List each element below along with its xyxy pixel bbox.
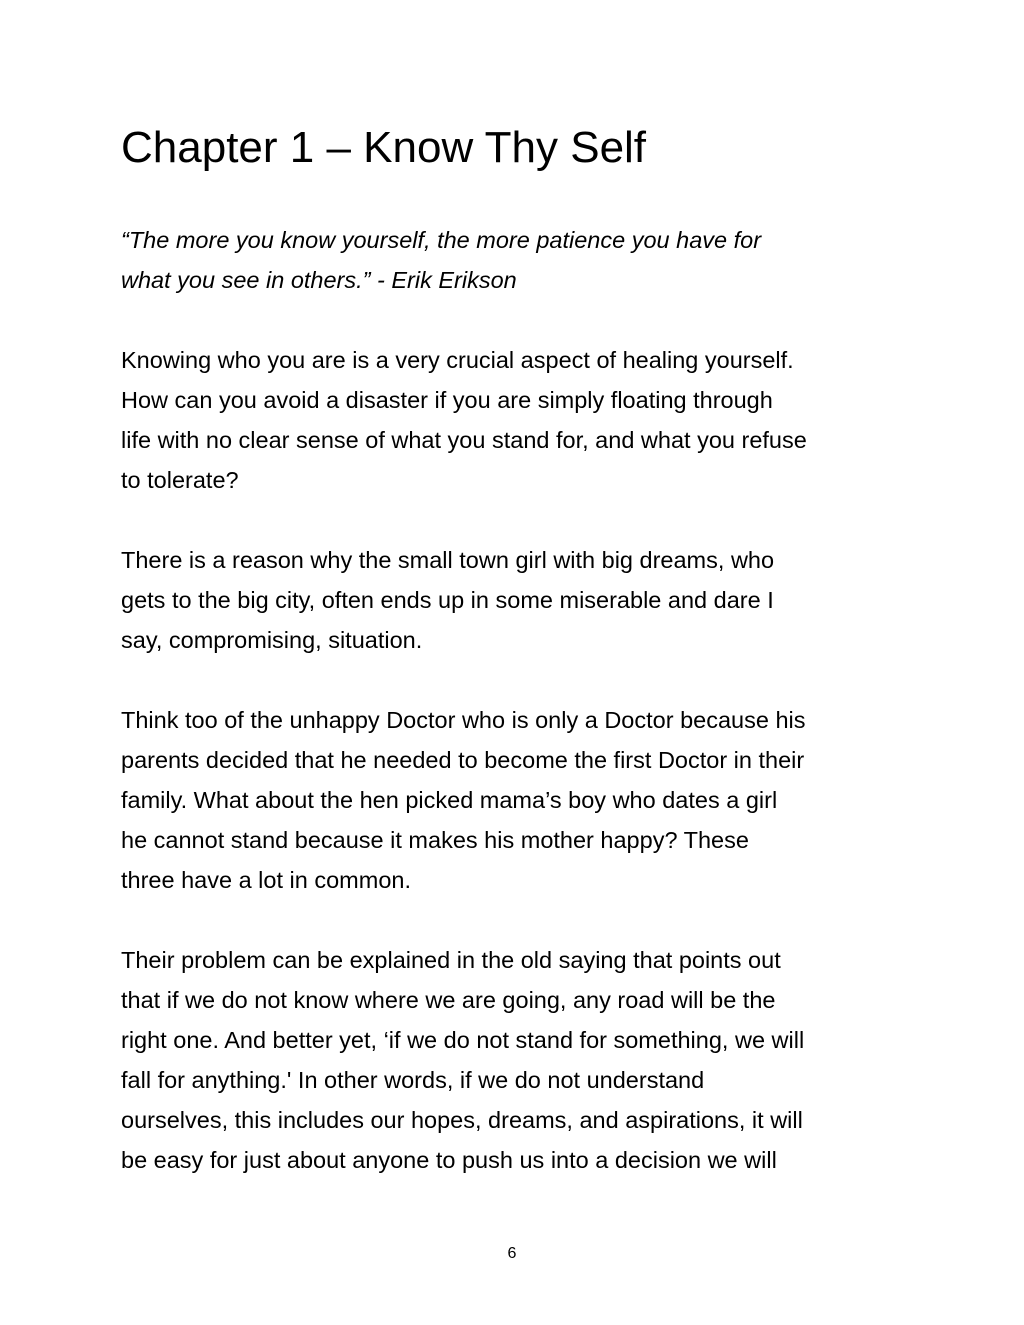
paragraph-line: There is a reason why the small town girl with big dreams, who [121, 547, 775, 573]
paragraph-line: Their problem can be explained in the old saying that points out [121, 947, 781, 973]
paragraph-line: Think too of the unhappy Doctor who is only a Doctor because his [121, 707, 806, 733]
quote-line: “The more you know yourself, the more patience you have for [121, 227, 762, 253]
paragraph-3 [121, 700, 911, 900]
paragraph-line: parents decided that he needed to become the first Doctor in their [121, 747, 805, 773]
paragraph-line: be easy for just about anyone to push us into a decision we will [121, 1147, 777, 1173]
paragraph-line: How can you avoid a disaster if you are simply floating through [121, 387, 773, 413]
paragraph-line: say, compromising, situation. [121, 627, 423, 653]
paragraph-line: family. What about the hen picked mama’s boy who dates a girl [121, 787, 778, 813]
paragraph-line: ourselves, this includes our hopes, dreams, and aspirations, it will [121, 1107, 803, 1133]
page-number: 6 [507, 1245, 517, 1262]
paragraph-line: gets to the big city, often ends up in some miserable and dare I [121, 587, 774, 613]
paragraph-line: right one. And better yet, ‘if we do not stand for something, we will [121, 1027, 805, 1053]
quote-line: what you see in others.” - Erik Erikson [121, 267, 517, 293]
paragraph-line: three have a lot in common. [121, 867, 411, 893]
paragraph-line: Knowing who you are is a very crucial aspect of healing yourself. [121, 347, 794, 373]
paragraph-line: life with no clear sense of what you stand for, and what you refuse [121, 427, 807, 453]
paragraph-line: fall for anything.' In other words, if we do not understand [121, 1067, 705, 1093]
chapter-title: Chapter 1 – Know Thy Self [121, 123, 647, 172]
paragraph-4 [121, 940, 911, 1180]
paragraph-2 [121, 540, 911, 660]
paragraph-line: to tolerate? [121, 467, 239, 493]
epigraph-quote [121, 220, 911, 300]
paragraph-1 [121, 340, 911, 500]
paragraph-line: that if we do not know where we are going, any road will be the [121, 987, 776, 1013]
paragraph-line: he cannot stand because it makes his mother happy? These [121, 827, 749, 853]
